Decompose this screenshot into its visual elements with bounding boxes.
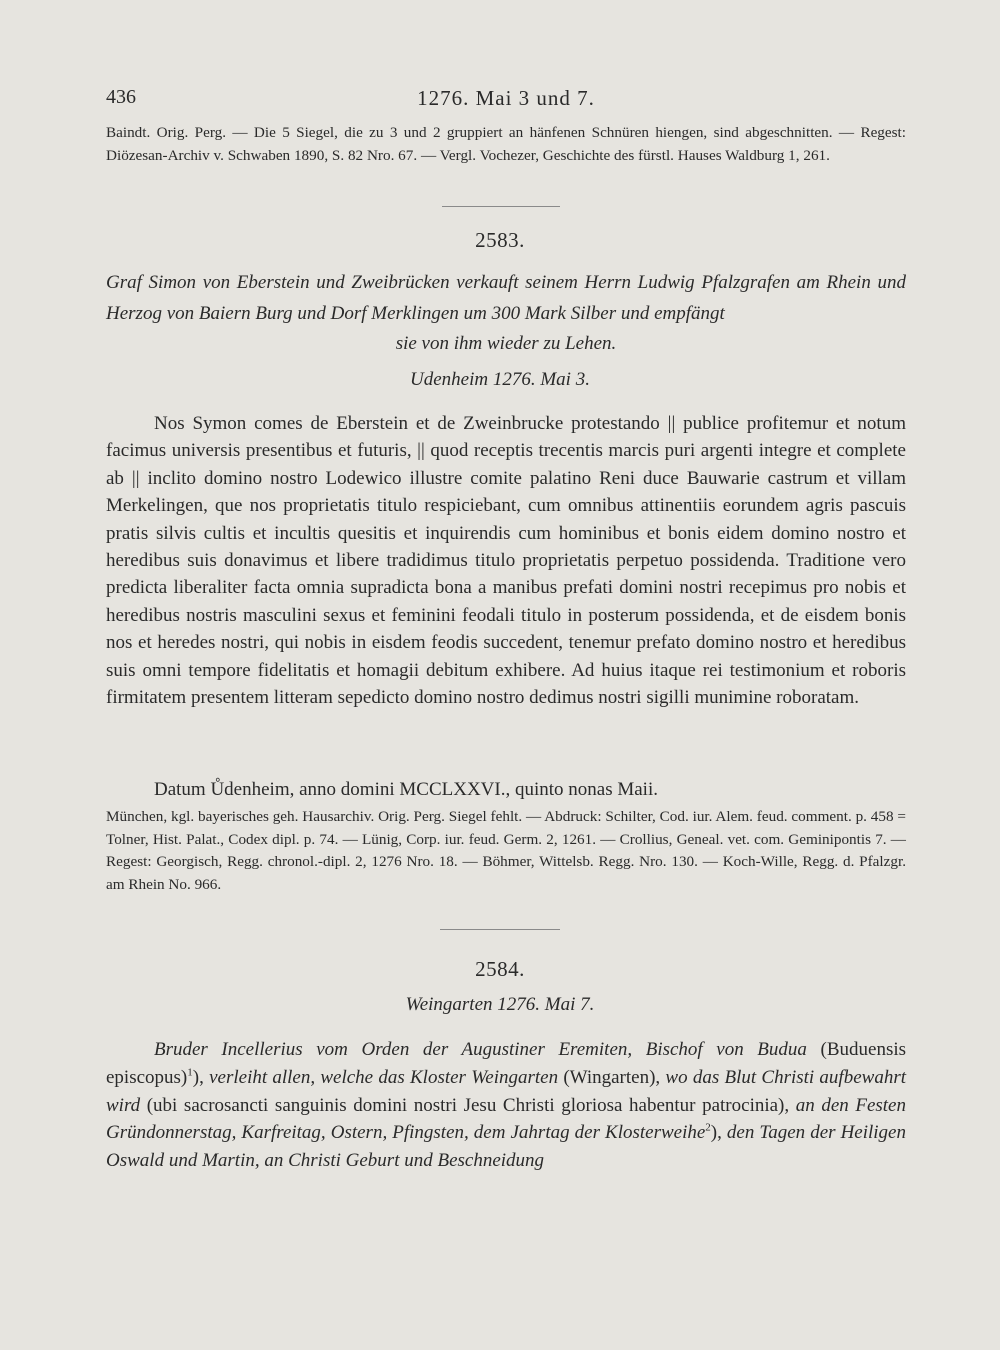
regest-italic: Bruder Incellerius vom Orden der Augustiner Eremiten, Bischof von Budua <box>154 1039 807 1060</box>
regest-latin: (ubi sacrosancti sanguinis domini nostri Jesu Christi gloriosa habentur patrocinia), <box>140 1094 796 1116</box>
datum-line: Datum Ůdenheim, anno domini MCCLXXVI., quinto nonas Maii. <box>154 779 658 800</box>
source-note-top <box>106 122 906 167</box>
regest-text: Graf Simon von Eberstein und Zweibrücken verkauft seinem Herrn Ludwig Pfalzgrafen am Rhein und Herzog von Baiern Burg und Dorf Merklingen um 300 Mark Silber und empfängt <box>106 272 906 324</box>
place-date: Udenheim 1276. Mai 3. <box>410 369 590 390</box>
regest-latin: (Wingarten), <box>558 1066 666 1088</box>
page-header <box>106 86 906 116</box>
running-head: 1276. Mai 3 und 7. <box>417 86 595 110</box>
regest-summary <box>106 268 906 360</box>
charter-paragraph: Nos Symon comes de Eberstein et de Zweinbrucke protestando || publice profitemur et notum facimus universis presentibus et futuris, || quod receptis trecentis marcis puri argenti integre et complete ab || inclito domino nostro Lodewico illustre comite palatino Reni duce Bauwarie castrum et villam Merkelingen, que nos proprietatis titulo respiciebant, cum omnibus attinentiis eorundem agris pascuis pratis silvis cultis et incultis quesitis et inquirendis cum hominibus et bonis eidem domino nostro et heredibus suis donavimus et libere tradidimus titulo proprietatis perpetuo possidenda. Traditione vero predicta liberaliter facta omnia supradicta bona a manibus prefati domini nostri recepimus pro nobis et heredibus nostris masculini sexus et feminini feodali titulo in posterum possidenda, et de eisdem bonis nos et heredes nostri, qui nobis in eisdem feodis succedent, tenemur prefato domino nostro et heredibus suis omni tempore fidelitatis et homagii debitum exhibere. Ad huius itaque rei testimonium et roboris firmitatem presentem litteram sepedicto domino nostro dedimus nostri sigilli munimine roboratam. <box>106 413 906 709</box>
regest-italic: den Tagen der Heiligen Oswald und Martin, an Christi Geburt und Beschneidung <box>106 1122 906 1172</box>
footnote-marker: 1 <box>187 1066 193 1079</box>
document-number: 2584. <box>475 957 525 981</box>
footnote-marker: 2 <box>705 1122 711 1135</box>
place-date: Weingarten 1276. Mai 7. <box>405 994 595 1015</box>
regest-italic: wo das Blut Christi aufbewahrt wird <box>106 1066 906 1116</box>
source-note <box>106 806 906 896</box>
regest-summary <box>106 1036 906 1175</box>
regest-latin: (Buduensis episcopus) <box>106 1039 907 1088</box>
page-number: 436 <box>106 86 136 108</box>
section-divider <box>442 206 560 207</box>
charter-text <box>106 410 906 711</box>
regest-paragraph <box>106 1036 906 1175</box>
regest-text-end: sie von ihm wieder zu Lehen. <box>395 333 617 354</box>
source-note-text: München, kgl. bayerisches geh. Hausarchiv. Orig. Perg. Siegel fehlt. — Abdruck: Schilter, Cod. iur. Alem. feud. comment. p. 458 = Tolner, Hist. Palat., Codex dipl. p. 74. — Lünig, Corp. iur. feud. Germ. 2, 1261. — Crollius, Geneal. vet. com. Geminipontis 7. — Regest: Georgisch, Regg. chronol.-dipl. 2, 1276 Nro. 18. — Böhmer, Wittelsb. Regg. Nro. 130. — Koch-Wille, Regg. d. Pfalzgr. am Rhein No. 966. <box>106 808 906 893</box>
section-divider <box>440 929 560 930</box>
regest-italic: verleiht allen, welche das Kloster Weingarten <box>209 1066 559 1088</box>
regest-italic: an den Festen Gründonnerstag, Karfreitag, Ostern, Pfingsten, dem Jahrtag der Klosterweihe <box>106 1094 906 1144</box>
document-number: 2583. <box>475 228 525 252</box>
regest-punct: ), <box>710 1122 727 1144</box>
regest-punct: ), <box>192 1066 210 1088</box>
source-note-text: Baindt. Orig. Perg. — Die 5 Siegel, die zu 3 und 2 gruppiert an hänfenen Schnüren hiengen, sind abgeschnitten. — Regest: Diözesan-Archiv v. Schwaben 1890, S. 82 Nro. 67. — Vergl. Vochezer, Geschichte des fürstl. Hauses Waldburg 1, 261. <box>106 124 906 164</box>
